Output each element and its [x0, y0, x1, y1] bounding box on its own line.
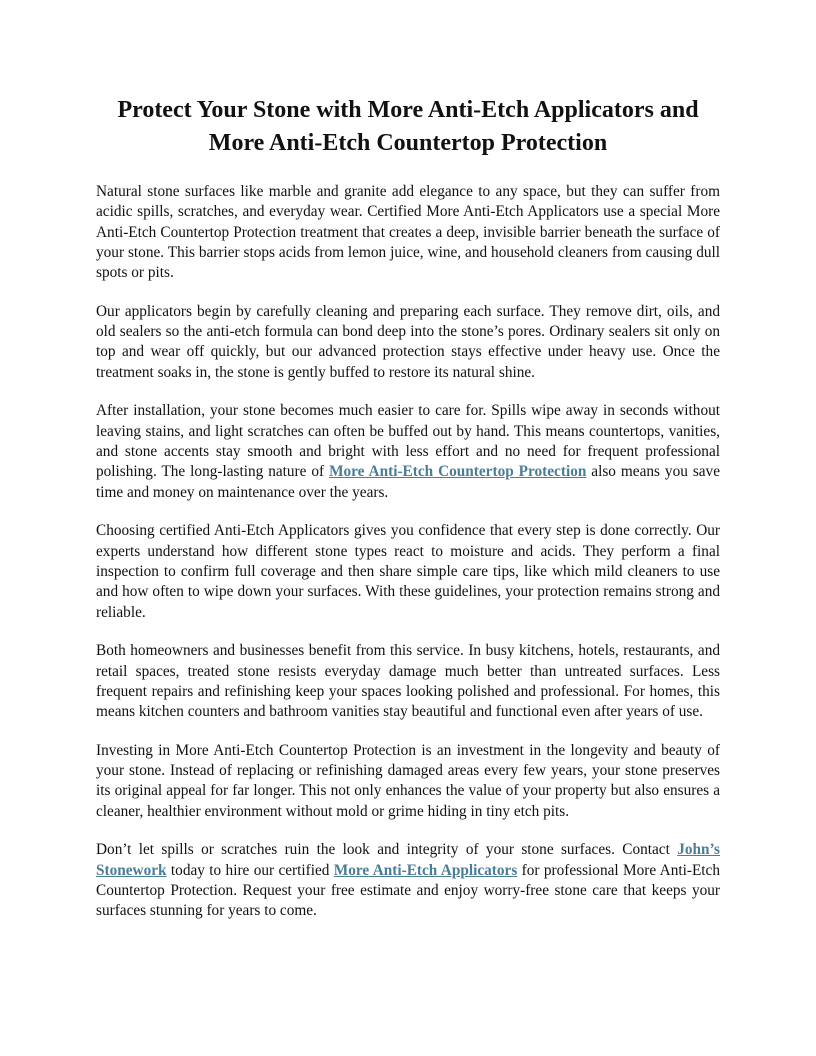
anti-etch-applicators-link[interactable]: More Anti-Etch Applicators	[333, 861, 518, 879]
paragraph-preparation: Our applicators begin by carefully cleaning and preparing each surface. They remove dirt, oils, and old sealers so the anti-etch formula can bond deep into the stone’s pores. Ordinary sealers sit only on top and wear off quickly, but our advanced protection stays effective under heavy use. Once the treatment soaks in, the stone is gently buffed to restore its natural shine.	[96, 302, 720, 381]
title-line-1: Protect Your Stone with More Anti-Etch Applicators and	[117, 97, 699, 123]
title-line-2: More Anti-Etch Countertop Protection	[208, 130, 608, 156]
paragraph-investment: Investing in More Anti-Etch Countertop Protection is an investment in the longevity and beauty of your stone. Instead of replacing or refinishing damaged areas every few years, your stone preserves its original appeal for far longer. This not only enhances the value of your property but also ensures a cleaner, healthier environment without mold or grime hiding in tiny etch pits.	[96, 741, 720, 820]
paragraph-text: Don’t let spills or scratches ruin the look and integrity of your stone surfaces. Contact	[96, 841, 678, 859]
johns-stonework-link[interactable]: John’s Stonework	[96, 841, 720, 879]
countertop-protection-link[interactable]: More Anti-Etch Countertop Protection	[329, 463, 587, 481]
paragraph-text: After installation, your stone becomes much easier to care for. Spills wipe away in seconds without leaving stains, and light scratches can often be buffed out by hand. This means countertops, vanities, and stone accents stay smooth and bright with less effort and no need for frequent professional polishing. The long-lasting nature of	[96, 402, 720, 481]
paragraph-call-to-action	[96, 840, 720, 921]
paragraph-after-installation	[96, 401, 720, 502]
paragraph-text: also means you save time and money on maintenance over the years.	[96, 463, 720, 501]
document-page	[96, 94, 720, 940]
page-title	[96, 94, 720, 160]
paragraph-intro: Natural stone surfaces like marble and granite add elegance to any space, but they can suffer from acidic spills, scratches, and everyday wear. Certified More Anti-Etch Applicators use a special More Anti-Etch Countertop Protection treatment that creates a deep, invisible barrier beneath the surface of your stone. This barrier stops acids from lemon juice, wine, and household cleaners from causing dull spots or pits.	[96, 183, 720, 282]
paragraph-certified-applicators: Choosing certified Anti-Etch Applicators gives you confidence that every step is done correctly. Our experts understand how different stone types react to moisture and acids. They perform a final inspection to confirm full coverage and then share simple care tips, like which mild cleaners to use and how often to wipe down your surfaces. With these guidelines, your protection remains strong and reliable.	[96, 522, 720, 621]
paragraph-text: for professional More Anti-Etch Countertop Protection. Request your free estimate and enjoy worry-free stone care that keeps your surfaces stunning for years to come.	[96, 861, 720, 920]
paragraph-text: today to hire our certified	[166, 861, 334, 879]
paragraph-benefits: Both homeowners and businesses benefit from this service. In busy kitchens, hotels, restaurants, and retail spaces, treated stone resists everyday damage much better than untreated surfaces. Less frequent repairs and refinishing keep your spaces looking polished and professional. For homes, this means kitchen counters and bathroom vanities stay beautiful and functional even after years of use.	[96, 642, 720, 721]
